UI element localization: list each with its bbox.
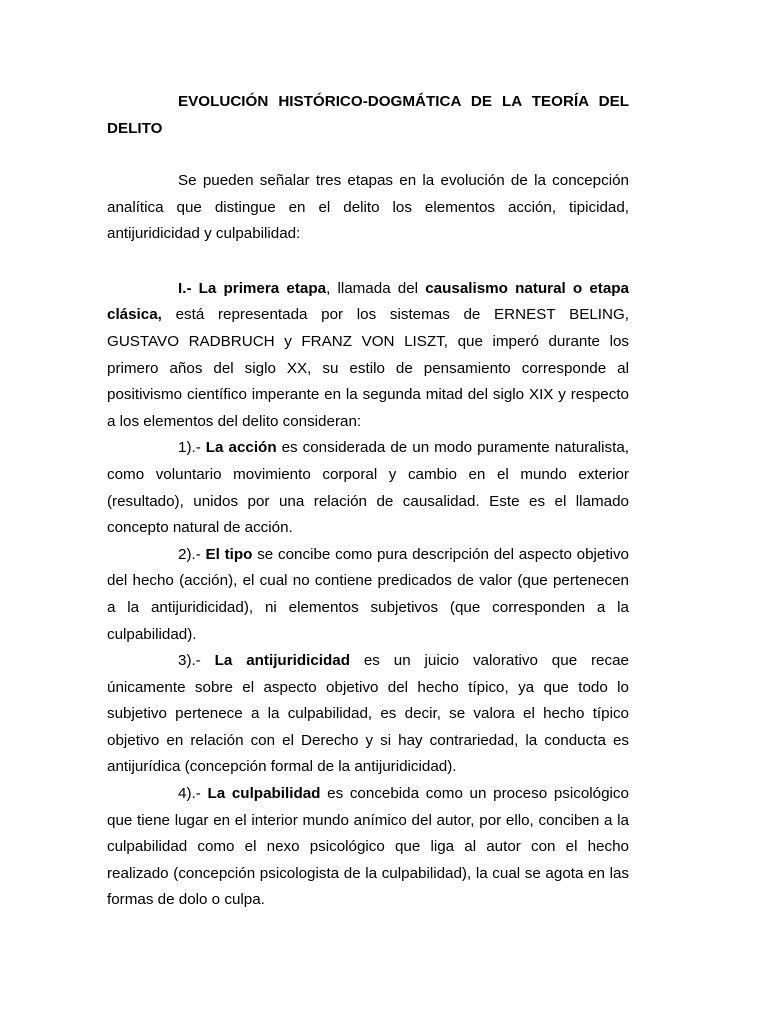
item-accion: [107, 435, 629, 541]
item-term: La antijuridicidad: [214, 652, 351, 670]
item-number: 3).-: [178, 652, 215, 670]
item-text: es considerada de un modo puramente naturalista, como voluntario movimiento corporal y cambio en el mundo exterior (resultado), unidos por una relación de causalidad. Este es el llamado concepto natural de acción.: [107, 439, 629, 537]
intro-paragraph: Se pueden señalar tres etapas en la evolución de la concepción analítica que distingue en el delito los elementos acción, tipicidad, antijuridicidad y culpabilidad:: [107, 172, 629, 243]
etapa-label: I.- La primera etapa: [178, 279, 327, 297]
item-text: es un juicio valorativo que recae únicamente sobre el aspecto objetivo del hecho típico, ya que todo lo subjetivo pertenece a la culpabilidad, es decir, se valora el hecho típico objetivo en relación con el Derecho y si hay contrariedad, la conducta es antijurídica (concepción formal de la antijuridicidad).: [107, 652, 629, 776]
etapa-text-b: está representada por los sistemas de ERNEST BELING, GUSTAVO RADBRUCH y FRANZ VON LISZT, que imperó durante los primero años del siglo XX, su estilo de pensamiento corresponde al positivismo científico imperante en la segunda mitad del siglo XIX y respecto a los elementos del delito consideran:: [107, 306, 629, 430]
item-number: 2).-: [178, 545, 206, 563]
item-term: El tipo: [205, 545, 253, 563]
item-antijuridicidad: [107, 648, 629, 781]
item-tipo: [107, 542, 629, 648]
item-term: La acción: [205, 439, 277, 457]
item-text: se concibe como pura descripción del aspecto objetivo del hecho (acción), el cual no contiene predicados de valor (que pertenecen a la antijuridicidad), ni elementos subjetivos (que corresponden a la culpabilidad).: [107, 545, 629, 643]
item-term: La culpabilidad: [207, 785, 321, 803]
item-culpabilidad: [107, 781, 629, 914]
item-number: 1).-: [178, 439, 206, 457]
etapa-text-a: , llamada del: [326, 279, 426, 297]
document-page: [107, 88, 629, 914]
primera-etapa-paragraph: [107, 276, 629, 436]
item-text: es concebida como un proceso psicológico que tiene lugar en el interior mundo anímico del autor, por ello, conciben a la culpabilidad como el nexo psicológico que liga al autor con el hecho realizado (concepción psicologista de la culpabilidad), la cual se agota en las formas de dolo o culpa.: [107, 785, 629, 909]
item-number: 4).-: [178, 785, 208, 803]
document-title: EVOLUCIÓN HISTÓRICO-DOGMÁTICA DE LA TEORÍA DEL DELITO: [107, 93, 629, 137]
etapa-bold-name: causalismo natural o etapa clásica,: [107, 279, 629, 324]
